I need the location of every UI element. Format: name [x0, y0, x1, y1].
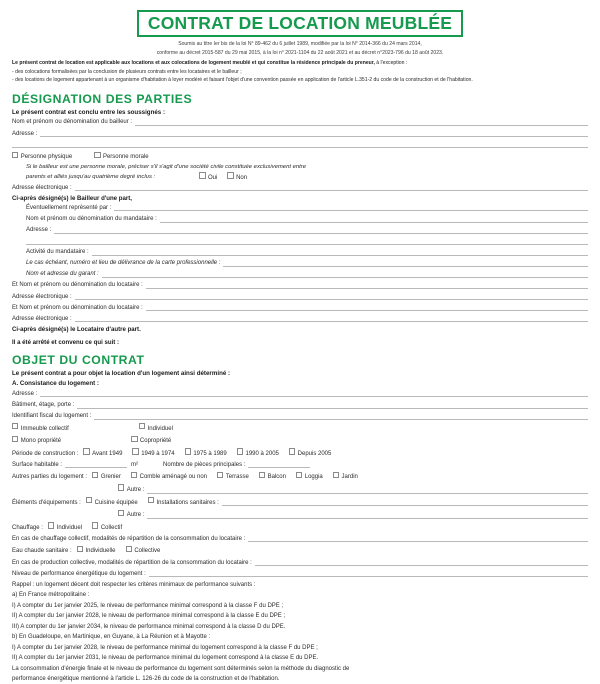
option-label: Grenier — [100, 474, 121, 481]
checkbox-icon[interactable] — [118, 484, 124, 490]
metropole-item: III) A compter du 1er janvier 2034, le niveau de performance minimal correspond à la classe D du DPE. — [12, 623, 286, 630]
field-label: Le cas échéant, numéro et lieu de délivrance de la carte professionnelle : — [26, 260, 221, 267]
option-non[interactable] — [227, 172, 247, 181]
periode-construction-row[interactable] — [12, 448, 588, 457]
option-label: Personne physique — [20, 154, 73, 161]
checkbox-icon[interactable] — [131, 436, 137, 442]
option-1975-1989[interactable] — [185, 448, 227, 457]
checkbox-icon[interactable] — [227, 172, 233, 178]
outremer-item: I) A compter du 1er janvier 2028, le niveau de performance minimal du logement correspond à la classe F du DPE ; — [12, 644, 318, 651]
option-immeuble-collectif[interactable] — [12, 423, 69, 432]
field-input-line[interactable] — [222, 499, 588, 507]
option-label: Cuisine équipée — [94, 499, 138, 506]
option-eau-collective[interactable] — [126, 546, 161, 555]
option-avant-1949[interactable] — [83, 448, 122, 457]
field-chauffage-modalites[interactable] — [12, 535, 588, 543]
option-label: Immeuble collectif — [20, 425, 69, 432]
elements-equipements-row[interactable] — [12, 497, 588, 506]
checkbox-icon[interactable] — [289, 448, 295, 454]
field-input-line[interactable] — [223, 259, 588, 267]
field-niveau-performance[interactable] — [12, 570, 588, 578]
option-label: Balcon — [267, 474, 286, 481]
field-input-line[interactable] — [75, 315, 588, 323]
field-input-line[interactable] — [94, 412, 588, 420]
checkbox-icon[interactable] — [148, 497, 154, 503]
field-input-line[interactable] — [147, 511, 588, 519]
field-label: Période de construction : — [12, 450, 79, 457]
field-label: Adresse électronique : — [12, 293, 72, 300]
option-chauffage-collectif[interactable] — [92, 522, 122, 531]
field-bailleur-adresse[interactable] — [12, 130, 588, 138]
option-autre-parties[interactable] — [118, 485, 144, 494]
field-input-line[interactable] — [146, 304, 588, 312]
option-depuis-2005[interactable] — [289, 448, 331, 457]
bullet-item: - des locations de logement appartenant à un organisme d'habitation à loyer modéré et faisant l'objet d'une convention passée en application de l'article L.351-2 du code de la construction et de l'habitation. — [12, 77, 473, 84]
surface-input-line[interactable] — [65, 461, 127, 469]
option-label: Oui — [207, 174, 218, 181]
closing-line: performance énergétique mentionné à l'article L. 126-26 du code de la construction et de l'habitation. — [12, 676, 280, 683]
option-individuel[interactable] — [139, 423, 173, 432]
document-subtitle — [12, 40, 588, 57]
note-line-2-row[interactable] — [26, 172, 588, 181]
option-personne-morale[interactable] — [94, 152, 148, 161]
checkbox-icon[interactable] — [199, 172, 205, 178]
option-label: Autre : — [126, 512, 145, 519]
option-copropriete[interactable] — [131, 436, 171, 445]
field-logement-adresse[interactable] — [12, 390, 588, 398]
checkbox-icon[interactable] — [333, 472, 339, 478]
field-mandataire-adresse[interactable] — [12, 226, 588, 234]
option-label: Non — [236, 174, 248, 181]
propriete-type-options[interactable] — [12, 436, 588, 445]
field-input-line[interactable] — [12, 141, 588, 149]
option-label: Individuel — [147, 425, 173, 432]
option-cuisine-equipee[interactable] — [86, 497, 138, 506]
checkbox-icon[interactable] — [237, 448, 243, 454]
field-input-line[interactable] — [160, 215, 588, 223]
intro-exception-bullets — [12, 68, 588, 85]
checkbox-icon[interactable] — [77, 546, 83, 552]
field-bailleur-email[interactable] — [12, 184, 588, 192]
field-label: En cas de production collective, modalités de répartition de la consommation du locataire : — [12, 559, 252, 566]
objet-subhead-a: A. Consistance du logement : — [12, 379, 99, 387]
option-label: Personne morale — [102, 154, 149, 161]
intro-paragraph — [12, 59, 588, 67]
option-label: 1949 à 1974 — [141, 450, 175, 457]
option-label: Mono propriété — [20, 438, 62, 445]
option-label: Comble aménagé ou non — [139, 474, 208, 481]
closing-line: La consommation d'énergie finale et le niveau de performance du logement sont déterminés selon la méthode du diagnostic de — [12, 665, 350, 672]
checkbox-icon[interactable] — [132, 448, 138, 454]
field-label: Adresse électronique : — [12, 315, 72, 322]
field-input-line[interactable] — [146, 282, 588, 290]
bullet-item: - des colocations formalisées par la conclusion de plusieurs contrats entre les locataires et le bailleur ; — [12, 69, 242, 76]
field-label: Nom et adresse du garant : — [26, 271, 99, 278]
checkbox-icon[interactable] — [94, 152, 100, 158]
metropole-item: II) A compter du 1er janvier 2028, le niveau de performance minimal correspond à la classe E du DPE ; — [12, 613, 286, 620]
eau-chaude-row[interactable] — [12, 546, 588, 555]
option-oui[interactable] — [199, 172, 217, 181]
field-input-line[interactable] — [75, 293, 588, 301]
option-label: Avant 1949 — [92, 450, 123, 457]
checkbox-icon[interactable] — [12, 436, 18, 442]
subtitle-line-2: conforme au décret 2015-587 du 29 mai 2015, à la loi n° 2021-1104 du 22 août 2021 et au décret n°2023-796 du 18 août 2023. — [156, 49, 444, 56]
field-carte-professionnelle[interactable] — [12, 259, 588, 267]
field-input-line[interactable] — [92, 248, 588, 256]
option-installations-sanitaires[interactable] — [148, 497, 219, 506]
option-eau-individuelle[interactable] — [77, 546, 116, 555]
field-label: Activité du mandataire : — [26, 249, 89, 256]
ci-apres-bailleur: Ci-après désigné(s) le Bailleur d'une part, — [12, 194, 132, 202]
field-input-line[interactable] — [147, 486, 588, 494]
metropole-item: I) A compter du 1er janvier 2025, le niveau de performance minimal correspond à la classe F du DPE ; — [12, 602, 284, 609]
field-input-line[interactable] — [114, 204, 588, 212]
field-input-line[interactable] — [54, 226, 588, 234]
outremer-heading: b) En Guadeloupe, en Martinique, en Guyane, à La Réunion et à Mayotte : — [12, 634, 211, 641]
field-input-line[interactable] — [77, 401, 588, 409]
option-balcon[interactable] — [259, 472, 286, 481]
option-label: Terrasse — [225, 474, 249, 481]
field-label: Adresse : — [26, 227, 52, 234]
field-mandataire-activite[interactable] — [12, 248, 588, 256]
objet-lead: Le présent contrat a pour objet la location d'un logement ainsi déterminé : — [12, 369, 231, 377]
option-comble[interactable] — [131, 472, 207, 481]
field-label: Identifiant fiscal du logement : — [12, 413, 92, 420]
field-production-collective-modalites[interactable] — [12, 559, 588, 567]
field-input-line[interactable] — [149, 570, 588, 578]
field-label: Surface habitable : — [12, 461, 63, 468]
option-loggia[interactable] — [296, 472, 323, 481]
checkbox-icon[interactable] — [217, 472, 223, 478]
field-input-line[interactable] — [40, 130, 588, 138]
checkbox-icon[interactable] — [86, 497, 92, 503]
field-locataire-nom-2[interactable] — [12, 304, 588, 312]
field-label: Nom et prénom ou dénomination du bailleur : — [12, 119, 133, 126]
autres-parties-autre-row[interactable] — [12, 485, 588, 494]
checkbox-icon[interactable] — [139, 423, 145, 429]
option-grenier[interactable] — [92, 472, 121, 481]
rappel-text: Rappel : un logement décent doit respecter les critères minimaux de performance suivants : — [12, 581, 256, 588]
field-label: Éventuellement représenté par : — [26, 204, 112, 211]
option-label: Collective — [134, 548, 161, 555]
field-label: Adresse : — [12, 130, 38, 137]
field-represente-par[interactable] — [12, 204, 588, 212]
checkbox-icon[interactable] — [259, 472, 265, 478]
checkbox-icon[interactable] — [296, 472, 302, 478]
personne-morale-note — [12, 164, 588, 181]
field-locataire-email-2[interactable] — [12, 315, 588, 323]
field-locataire-nom-1[interactable] — [12, 282, 588, 290]
checkbox-icon[interactable] — [12, 423, 18, 429]
field-label: Éléments d'équipements : — [12, 499, 81, 506]
field-label: Nombre de pièces principales : — [163, 461, 246, 468]
bailleur-type-options[interactable] — [12, 152, 588, 161]
field-input-line[interactable] — [75, 184, 588, 192]
checkbox-icon[interactable] — [92, 522, 98, 528]
checkbox-icon[interactable] — [12, 152, 18, 158]
outremer-item: II) A compter du 1er janvier 2031, le niveau de performance minimal du logement correspond à la classe E du DPE. — [12, 655, 319, 662]
field-label: Chauffage : — [12, 524, 43, 531]
option-label: Autre : — [126, 487, 145, 494]
option-label: Individuel — [56, 524, 83, 531]
option-mono-propriete[interactable] — [12, 436, 61, 445]
field-label: Et Nom et prénom ou dénomination du locataire : — [12, 304, 143, 311]
ci-apres-locataire: Ci-après désigné(s) le Locataire d'autre part. — [12, 325, 141, 333]
note-line-1: Si le bailleur est une personne morale, préciser s'il s'agit d'une société civile constituée exclusivement entre — [26, 164, 307, 171]
option-autre-equipement[interactable] — [118, 510, 144, 519]
option-1990-2005[interactable] — [237, 448, 279, 457]
page-title: CONTRAT DE LOCATION MEUBLÉE — [137, 10, 463, 37]
option-personne-physique[interactable] — [12, 152, 72, 161]
intro-bold-text: Le présent contrat de location est applicable aux locations et aux colocations de logement meublé et qui constitue la résidence principale du preneur, — [12, 59, 375, 66]
equipements-autre-row[interactable] — [12, 510, 588, 519]
field-label: Nom et prénom ou dénomination du mandataire : — [26, 215, 157, 222]
field-mandataire-adresse-line2[interactable] — [12, 237, 588, 245]
field-locataire-email-1[interactable] — [12, 293, 588, 301]
option-label: 1990 à 2005 — [245, 450, 279, 457]
nombre-pieces-input-line[interactable] — [248, 461, 310, 469]
field-mandataire-nom[interactable] — [12, 215, 588, 223]
field-bailleur-nom[interactable] — [12, 119, 588, 127]
parties-lead: Le présent contrat est conclu entre les soussignés : — [12, 108, 166, 116]
checkbox-icon[interactable] — [185, 448, 191, 454]
field-label: Et Nom et prénom ou dénomination du locataire : — [12, 282, 143, 289]
option-label: Copropriété — [139, 438, 172, 445]
title-block — [12, 10, 588, 37]
field-label: Niveau de performance énergétique du logement : — [12, 570, 146, 577]
surface-unit-label: m² — [131, 461, 139, 468]
option-chauffage-individuel[interactable] — [48, 522, 82, 531]
field-label: Bâtiment, étage, porte : — [12, 401, 75, 408]
checkbox-icon[interactable] — [131, 472, 137, 478]
intro-tail-text: à l'exception : — [374, 59, 408, 66]
checkbox-icon[interactable] — [92, 472, 98, 478]
field-input-line[interactable] — [135, 119, 588, 127]
field-input-line[interactable] — [102, 270, 588, 278]
field-label: Autres parties du logement : — [12, 474, 88, 481]
metropole-heading: a) En France métropolitaine : — [12, 592, 90, 599]
field-logement-batiment[interactable] — [12, 401, 588, 409]
subtitle-line-1: Soumis au titre Ier bis de la loi N° 89-462 du 6 juillet 1989, modifiée par la loi N° 2014-366 du 24 mars 2014, — [178, 41, 422, 48]
field-input-line[interactable] — [248, 535, 588, 543]
section-heading-objet: OBJET DU CONTRAT — [12, 352, 145, 367]
option-label: Individuelle — [85, 548, 116, 555]
field-input-line[interactable] — [40, 390, 588, 398]
option-1949-1974[interactable] — [132, 448, 174, 457]
field-bailleur-adresse-line2[interactable] — [12, 141, 588, 149]
arrete-convenu: Il a été arrêté et convenu ce qui suit : — [12, 338, 120, 346]
checkbox-icon[interactable] — [48, 522, 54, 528]
field-label: Adresse : — [12, 390, 38, 397]
field-label: En cas de chauffage collectif, modalités de répartition de la consommation du locataire : — [12, 535, 246, 542]
field-label: Eau chaude sanitaire : — [12, 548, 72, 555]
surface-pieces-row[interactable] — [12, 461, 588, 469]
note-line-2: parents et alliés jusqu'au quatrième degré inclus : — [26, 173, 156, 180]
option-jardin[interactable] — [333, 472, 358, 481]
autres-parties-row[interactable] — [12, 472, 588, 481]
chauffage-row[interactable] — [12, 522, 588, 531]
field-input-line[interactable] — [26, 237, 588, 245]
field-input-line[interactable] — [255, 559, 588, 567]
option-label: Depuis 2005 — [297, 450, 332, 457]
field-label: Adresse électronique : — [12, 184, 72, 191]
option-terrasse[interactable] — [217, 472, 249, 481]
option-label: Jardin — [341, 474, 358, 481]
checkbox-icon[interactable] — [83, 448, 89, 454]
checkbox-icon[interactable] — [126, 546, 132, 552]
checkbox-icon[interactable] — [118, 510, 124, 516]
field-garant[interactable] — [12, 270, 588, 278]
section-heading-parties: DÉSIGNATION DES PARTIES — [12, 91, 193, 106]
option-label: 1975 à 1989 — [193, 450, 227, 457]
option-label: Collectif — [100, 524, 123, 531]
option-label: Installations sanitaires : — [156, 499, 219, 506]
option-label: Loggia — [304, 474, 323, 481]
logement-type-options[interactable] — [12, 423, 588, 432]
field-identifiant-fiscal[interactable] — [12, 412, 588, 420]
